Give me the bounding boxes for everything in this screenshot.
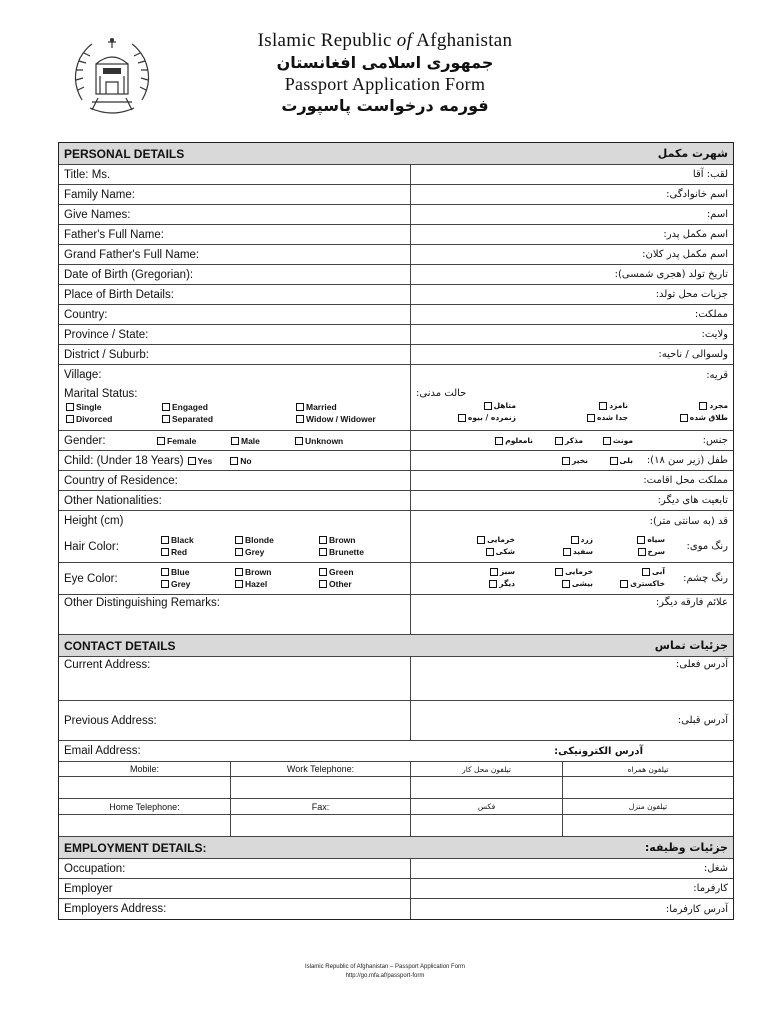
marital-separated-fa-checkbox[interactable]: جدا شده: [585, 413, 628, 422]
personal-detail-row: [59, 205, 733, 225]
personal-detail-label: Province / State:: [64, 328, 149, 341]
footer-url: http://go.mfa.af/passport-form: [345, 973, 425, 979]
personal-detail-field-fa[interactable]: [411, 491, 733, 510]
employment-detail-field[interactable]: [59, 879, 411, 898]
gender-male-checkbox[interactable]: Male: [229, 436, 260, 446]
marital-married-checkbox[interactable]: Married: [294, 402, 337, 412]
form-title-block: [180, 30, 590, 118]
application-form: [58, 142, 734, 920]
personal-detail-label-fa: ولسوالی / ناحیه:: [658, 349, 728, 360]
hair-color-label-fa: رنگ موی:: [686, 541, 728, 552]
gender-row: [59, 431, 733, 451]
fax-input-fa[interactable]: [411, 815, 563, 836]
personal-detail-field[interactable]: [59, 245, 411, 264]
gender-male-fa-checkbox[interactable]: مذکر: [553, 436, 583, 445]
marital-single-fa-checkbox[interactable]: مجرد: [697, 401, 728, 410]
personal-detail-label-fa: اسم مکمل پدر کلان:: [642, 249, 728, 260]
current-address-label-fa: آدرس فعلی:: [675, 659, 728, 670]
hair-brown-fa-checkbox[interactable]: خرمایی: [475, 535, 515, 544]
personal-detail-field-fa[interactable]: [411, 185, 733, 204]
eye-hazel-fa-checkbox[interactable]: بیشی: [560, 579, 593, 588]
personal-detail-label: Grand Father's Full Name:: [64, 248, 200, 261]
home-telephone-input-fa[interactable]: [563, 815, 733, 836]
home-telephone-label-fa: تیلفون منزل: [628, 802, 668, 811]
personal-detail-label: Father's Full Name:: [64, 228, 164, 241]
phones-input-row-1: [59, 777, 733, 799]
personal-detail-field-fa[interactable]: [411, 305, 733, 324]
hair-red-checkbox[interactable]: Red: [159, 547, 187, 557]
section-contact-details: [59, 635, 733, 657]
hair-black-checkbox[interactable]: Black: [159, 535, 194, 545]
employment-detail-label-fa: کارفرما:: [693, 883, 728, 894]
personal-detail-field[interactable]: [59, 491, 411, 510]
employment-detail-field[interactable]: [59, 859, 411, 878]
page-footer: [0, 963, 770, 981]
current-address-row: [59, 657, 733, 701]
personal-detail-label-fa: قریه:: [706, 369, 728, 381]
home-telephone-label: Home Telephone:: [59, 799, 231, 814]
personal-detail-row: [59, 491, 733, 511]
section-heading-en: PERSONAL DETAILS: [64, 146, 185, 161]
personal-detail-row: [59, 345, 733, 365]
email-label: Email Address:: [64, 745, 141, 757]
personal-detail-field-fa[interactable]: [411, 265, 733, 284]
marital-status-label: Marital Status:: [64, 388, 138, 400]
child-yes-checkbox[interactable]: Yes: [186, 456, 213, 466]
personal-detail-field-fa[interactable]: [411, 365, 733, 385]
eye-green-checkbox[interactable]: Green: [317, 567, 354, 577]
section-heading-en: EMPLOYMENT DETAILS:: [64, 840, 207, 855]
personal-detail-row: [59, 305, 733, 325]
personal-detail-row: [59, 185, 733, 205]
personal-detail-field-fa[interactable]: [411, 245, 733, 264]
personal-detail-field[interactable]: [59, 511, 411, 531]
mobile-label: Mobile:: [59, 762, 231, 776]
email-label-fa: آدرس الکترونیکی:: [554, 745, 643, 757]
current-address-field-fa[interactable]: [411, 657, 733, 700]
marital-single-checkbox[interactable]: Single: [64, 402, 102, 412]
fax-label-fa: فکس: [411, 799, 563, 814]
eye-brown-fa-checkbox[interactable]: خرمایی: [553, 567, 593, 576]
eye-other-checkbox[interactable]: Other: [317, 579, 352, 589]
personal-detail-field[interactable]: [59, 365, 411, 385]
previous-address-label-fa: آدرس قبلی:: [677, 715, 728, 726]
employment-detail-field-fa[interactable]: [411, 879, 733, 898]
personal-detail-field[interactable]: [59, 305, 411, 324]
personal-detail-field-fa[interactable]: [411, 511, 733, 531]
hair-blonde-fa-checkbox[interactable]: زرد: [569, 535, 593, 544]
personal-detail-label-fa: مملکت محل اقامت:: [643, 475, 728, 486]
gender-label: Gender:: [64, 434, 106, 447]
personal-detail-label-fa: اسم خانوادگی:: [666, 189, 728, 200]
personal-detail-field[interactable]: [59, 165, 411, 184]
previous-address-label: Previous Address:: [64, 714, 157, 727]
marital-status-row: [59, 385, 733, 431]
personal-detail-field-fa[interactable]: [411, 165, 733, 184]
remarks-field[interactable]: [59, 595, 411, 634]
hair-color-label: Hair Color:: [64, 540, 119, 553]
gender-unknown-checkbox[interactable]: Unknown: [293, 436, 343, 446]
hair-grey-fa-checkbox[interactable]: سفید: [561, 547, 593, 556]
personal-detail-label-fa: اسم مکمل پدر:: [663, 229, 728, 240]
personal-detail-label-fa: ولایت:: [701, 329, 728, 340]
child-label: Child: (Under 18 Years): [64, 454, 184, 467]
marital-widow-fa-checkbox[interactable]: زنمرده / بیوه: [456, 413, 516, 422]
personal-detail-label-fa: لقب: آقا: [692, 169, 728, 180]
child-row: [59, 451, 733, 471]
eye-hazel-checkbox[interactable]: Hazel: [233, 579, 267, 589]
employment-detail-label-fa: شغل:: [703, 863, 728, 874]
hair-color-row: [59, 531, 733, 563]
eye-blue-fa-checkbox[interactable]: آبی: [640, 567, 665, 576]
work-telephone-input-fa[interactable]: [411, 777, 563, 798]
title-form-en: Passport Application Form: [284, 74, 486, 94]
personal-detail-label: Give Names:: [64, 208, 131, 221]
personal-detail-field[interactable]: [59, 285, 411, 304]
phones-header-row-2: [59, 799, 733, 815]
personal-detail-label-fa: تابعیت های دیگر:: [657, 495, 728, 506]
employment-detail-row: [59, 859, 733, 879]
personal-detail-field-fa[interactable]: [411, 345, 733, 364]
eye-blue-checkbox[interactable]: Blue: [159, 567, 189, 577]
title-form-fa: فورمه درخواست پاسپورت: [281, 96, 489, 115]
personal-detail-row: [59, 285, 733, 305]
remarks-field-fa[interactable]: [411, 595, 733, 634]
previous-address-row: [59, 701, 733, 741]
afghanistan-emblem-icon: [62, 30, 162, 130]
eye-color-row: [59, 563, 733, 595]
marital-engaged-checkbox[interactable]: Engaged: [160, 402, 208, 412]
employment-detail-field-fa[interactable]: [411, 899, 733, 919]
remarks-row: [59, 595, 733, 635]
gender-label-fa: جنس:: [702, 435, 728, 446]
employment-detail-label: Employers Address:: [64, 903, 167, 915]
personal-detail-row: [59, 365, 733, 385]
email-field[interactable]: [59, 741, 411, 761]
hair-brunette-fa-checkbox[interactable]: شکی: [484, 547, 515, 556]
hair-grey-checkbox[interactable]: Grey: [233, 547, 264, 557]
personal-detail-row: [59, 225, 733, 245]
personal-detail-row: [59, 325, 733, 345]
footer-line-1: Islamic Republic of Afghanistan – Passport Application Form: [304, 964, 466, 970]
personal-detail-field[interactable]: [59, 325, 411, 344]
section-heading-fa: جزئیات تماس: [654, 639, 728, 652]
current-address-label: Current Address:: [64, 659, 151, 671]
title-country-fa: جمهوری اسلامی افغانستان: [276, 53, 494, 72]
personal-detail-field-fa[interactable]: [411, 205, 733, 224]
personal-detail-label-fa: تاریخ تولد (هجری شمسی):: [614, 269, 728, 280]
section-heading-fa: جزئیات وظیفه:: [644, 841, 728, 854]
personal-detail-label-fa: جزیات محل تولد:: [655, 289, 728, 300]
personal-detail-label: Height (cm): [64, 515, 124, 527]
personal-detail-field[interactable]: [59, 265, 411, 284]
fax-input[interactable]: [231, 815, 411, 836]
employment-detail-label: Employer: [64, 882, 113, 895]
work-telephone-label: Work Telephone:: [231, 762, 411, 776]
eye-green-fa-checkbox[interactable]: سبز: [488, 567, 515, 576]
current-address-field[interactable]: [59, 657, 411, 700]
personal-detail-field-fa[interactable]: [411, 225, 733, 244]
personal-detail-field-fa[interactable]: [411, 471, 733, 490]
personal-detail-label: Country of Residence:: [64, 474, 178, 487]
home-telephone-input[interactable]: [59, 815, 231, 836]
personal-detail-label: Family Name:: [64, 188, 135, 201]
eye-color-label-fa: رنگ چشم:: [683, 573, 728, 584]
personal-detail-row: [59, 165, 733, 185]
personal-detail-label: Village:: [64, 369, 102, 381]
eye-color-label: Eye Color:: [64, 572, 118, 585]
previous-address-field-fa[interactable]: [411, 701, 733, 740]
child-yes-fa-checkbox[interactable]: بلی: [608, 456, 633, 465]
fax-label: Fax:: [231, 799, 411, 814]
remarks-label: Other Distinguishing Remarks:: [64, 597, 220, 609]
personal-detail-row: [59, 245, 733, 265]
eye-other-fa-checkbox[interactable]: دیگر: [487, 579, 515, 588]
employment-detail-row: [59, 879, 733, 899]
marital-engaged-fa-checkbox[interactable]: نامزد: [597, 401, 628, 410]
section-heading-fa: شهرت مکمل: [657, 147, 728, 160]
personal-detail-row: [59, 265, 733, 285]
section-employment-details: [59, 837, 733, 859]
mobile-input-fa[interactable]: [563, 777, 733, 798]
personal-detail-field[interactable]: [59, 471, 411, 490]
employment-detail-label-fa: آدرس کارفرما:: [665, 903, 728, 915]
section-heading-en: CONTACT DETAILS: [64, 638, 176, 653]
mobile-input[interactable]: [59, 777, 231, 798]
personal-detail-field[interactable]: [59, 225, 411, 244]
personal-detail-label-fa: اسم:: [706, 209, 728, 220]
personal-detail-field[interactable]: [59, 345, 411, 364]
marital-separated-checkbox[interactable]: Separated: [160, 414, 213, 424]
marital-married-fa-checkbox[interactable]: متاهل: [482, 401, 516, 410]
gender-female-fa-checkbox[interactable]: مونث: [601, 436, 633, 445]
eye-brown-checkbox[interactable]: Brown: [233, 567, 271, 577]
email-row: [59, 741, 733, 761]
employment-detail-label: Occupation:: [64, 862, 126, 875]
marital-widow-checkbox[interactable]: Widow / Widower: [294, 414, 376, 424]
email-field-fa[interactable]: [411, 741, 733, 761]
personal-detail-label-fa: قد (به سانتی متر):: [649, 515, 728, 527]
personal-detail-label: Date of Birth (Gregorian):: [64, 268, 194, 281]
personal-detail-label: Country:: [64, 308, 108, 321]
hair-blonde-checkbox[interactable]: Blonde: [233, 535, 274, 545]
section-personal-details: [59, 143, 733, 165]
mobile-label-fa: تیلفون همراه: [627, 764, 669, 774]
title-country-en: Islamic Republic of Afghanistan: [257, 30, 513, 51]
personal-detail-label: Other Nationalities:: [64, 494, 162, 507]
personal-detail-field-fa[interactable]: [411, 325, 733, 344]
eye-grey-checkbox[interactable]: Grey: [159, 579, 190, 589]
remarks-label-fa: علائم فارقه دیگر:: [655, 597, 728, 608]
employment-detail-field-fa[interactable]: [411, 859, 733, 878]
hair-red-fa-checkbox[interactable]: سرخ: [636, 547, 665, 556]
personal-detail-field[interactable]: [59, 205, 411, 224]
hair-brown-checkbox[interactable]: Brown: [317, 535, 355, 545]
phones-input-row-2: [59, 815, 733, 837]
personal-detail-field[interactable]: [59, 185, 411, 204]
child-no-checkbox[interactable]: No: [228, 456, 251, 466]
personal-detail-row: [59, 471, 733, 491]
work-telephone-label-fa: تیلفون محل کار: [411, 762, 563, 776]
personal-detail-label: Title: Ms.: [64, 168, 111, 181]
work-telephone-input[interactable]: [231, 777, 411, 798]
personal-detail-row: [59, 511, 733, 531]
eye-grey-fa-checkbox[interactable]: خاکستری: [618, 579, 665, 588]
hair-black-fa-checkbox[interactable]: سیاه: [635, 535, 665, 544]
previous-address-field[interactable]: [59, 701, 411, 740]
child-no-fa-checkbox[interactable]: نخیر: [560, 456, 588, 465]
employment-detail-row: [59, 899, 733, 919]
child-label-fa: طفل (زیر سن ۱۸):: [646, 455, 728, 466]
gender-female-checkbox[interactable]: Female: [155, 436, 196, 446]
marital-divorced-fa-checkbox[interactable]: طلاق شده: [678, 413, 728, 422]
gender-unknown-fa-checkbox[interactable]: نامعلوم: [493, 436, 533, 445]
personal-detail-label: District / Suburb:: [64, 348, 149, 361]
marital-divorced-checkbox[interactable]: Divorced: [64, 414, 112, 424]
employment-detail-field[interactable]: [59, 899, 411, 919]
personal-detail-label: Place of Birth Details:: [64, 288, 174, 301]
phones-header-row-1: [59, 761, 733, 777]
personal-detail-label-fa: مملکت:: [694, 309, 728, 320]
hair-brunette-checkbox[interactable]: Brunette: [317, 547, 364, 557]
personal-detail-field-fa[interactable]: [411, 285, 733, 304]
marital-status-label-fa: حالت مدنی:: [416, 388, 467, 399]
